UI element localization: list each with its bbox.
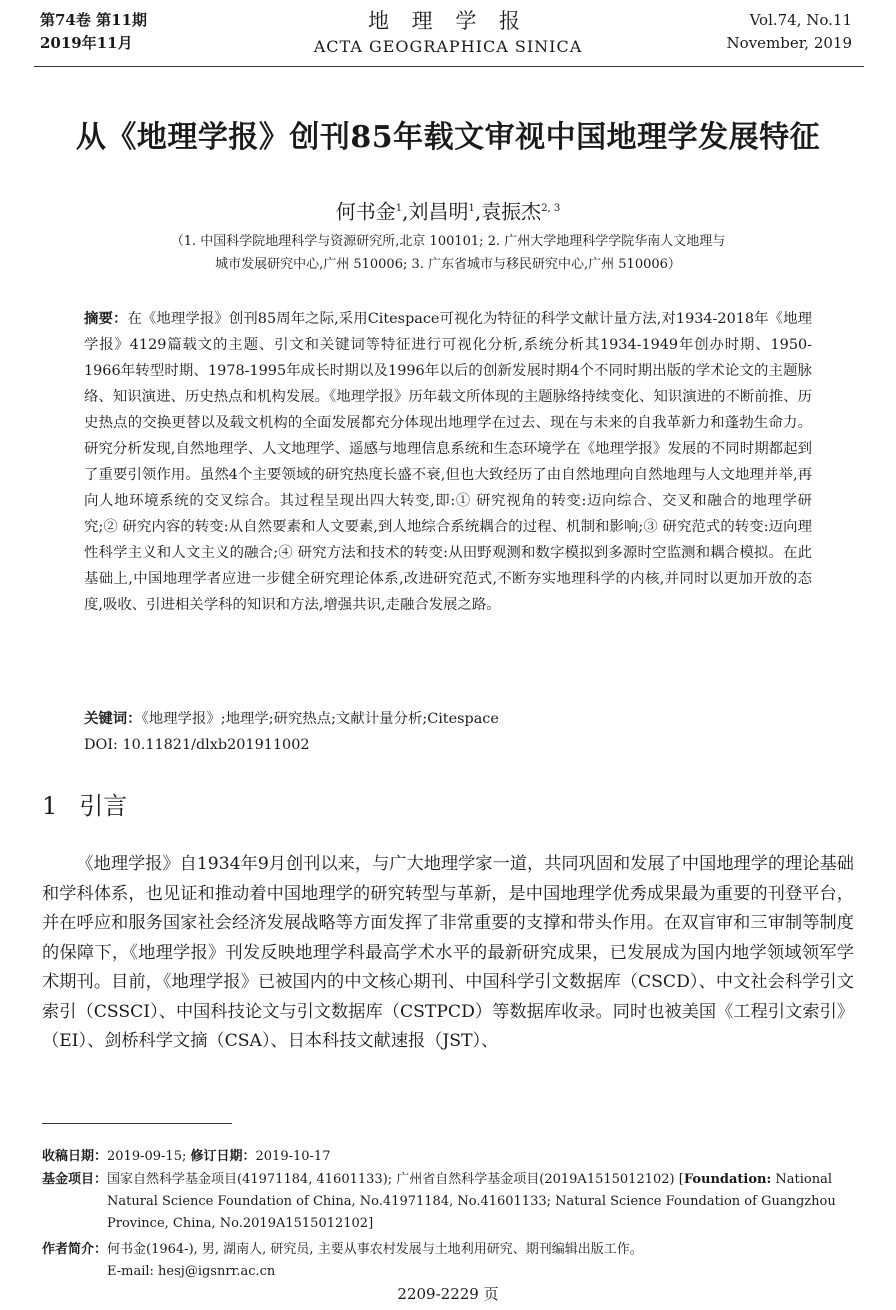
- body-paragraph: 《地理学报》自1934年9月创刊以来，与广大地理学家一道，共同巩固和发展了中国地理学的理论基础和学科体系，也见证和推动着中国地理学的研究转型与革新，是中国地理学优秀成果最为重要的刊登平台，并在呼应和服务国家社会经济发展战略等方面发挥了非常重要的支撑和带头作用。在双盲审和三审制等制度的保障下，《地理学报》刊发反映地理学科最高学术水平的最新研究成果，已发展成为国内地学领域领军学术期刊。目前，《地理学报》已被国内的中文核心期刊、中国科学引文数据库（CSCD）、中文社会科学引文索引（CSSCI）、中国科技论文与引文数据库（CSTPCD）等数据库收录。同时也被美国《工程引文索引》（EI）、剑桥科学文摘（CSA）、日本科技文献速报（JST）、: [42, 854, 854, 1051]
- affiliation-line: 城市发展研究中心,广州 510006; 3. 广东省城市与移民研究中心,广州 510006）: [215, 257, 681, 272]
- author-affil-mark: 1: [468, 203, 475, 214]
- footnote-dates: [42, 1146, 854, 1168]
- footnote-rule: [42, 1123, 232, 1124]
- author-name: 袁振杰: [481, 199, 542, 224]
- author-bio-text: 何书金(1964-), 男, 湖南人, 研究员, 主要从事农村发展与土地利用研究、期刊编辑出版工作。: [107, 1242, 643, 1257]
- header-volume-en: [727, 9, 852, 55]
- abstract: [84, 306, 812, 618]
- footnote-funding: [42, 1169, 854, 1235]
- journal-name-en: ACTA GEOGRAPHICA SINICA: [313, 37, 583, 56]
- author-email[interactable]: E-mail: hesj@igsnrr.ac.cn: [107, 1264, 276, 1279]
- header-date-zh: 2019年11月: [40, 34, 133, 52]
- keywords-label: 关键词：: [84, 710, 142, 727]
- affiliations: [0, 230, 896, 276]
- fund-content: [107, 1169, 854, 1235]
- received-date: 2019-09-15;: [107, 1149, 187, 1164]
- received-label: 收稿日期：: [42, 1149, 108, 1164]
- fund-en-label: Foundation:: [683, 1172, 772, 1187]
- fund-text: 国家自然科学基金项目(41971184, 41601133); 广州省自然科学基金项目(2019A1515012102) [: [107, 1172, 684, 1187]
- footnote-author-bio: [42, 1239, 854, 1283]
- author-name: 刘昌明: [408, 199, 469, 224]
- fund-label: 基金项目：: [42, 1172, 108, 1187]
- section-heading: [42, 788, 127, 824]
- fund-en-text: National Natural Science Foundation of China, No.41971184, No.41601133; Natural Science Foundation of Guangzhou Province, China, No.2019A1515012102]: [107, 1172, 836, 1231]
- section-number: 1: [42, 792, 58, 820]
- keywords: [84, 706, 812, 732]
- revised-date: 2019-10-17: [255, 1149, 331, 1164]
- author-bio-content: [107, 1239, 854, 1283]
- author-affil-mark: 2, 3: [541, 203, 561, 214]
- affiliation-line: （1. 中国科学院地理科学与资源研究所,北京 100101; 2. 广州大学地理科学学院华南人文地理与: [170, 234, 726, 249]
- author-bio-label: 作者简介：: [42, 1242, 108, 1257]
- header-volume-en-text: Vol.74, No.11: [749, 11, 852, 29]
- section-title: 引言: [79, 792, 128, 820]
- abstract-label: 摘要：: [84, 310, 128, 327]
- author-list: [0, 194, 896, 227]
- author-affil-mark: 1: [395, 203, 403, 214]
- article-title: 从《地理学报》创刊85年载文审视中国地理学发展特征: [75, 120, 821, 155]
- revised-label: 修订日期：: [190, 1149, 256, 1164]
- author-name: 何书金: [335, 199, 396, 224]
- page-range: 2209-2229 页: [397, 1285, 499, 1303]
- header-rule: [34, 66, 864, 67]
- abstract-text: 在《地理学报》创刊85周年之际,采用Citespace可视化为特征的科学文献计量方法,对1934-2018年《地理学报》4129篇载文的主题、引文和关键词等特征进行可视化分析,系统分析其1934-1949年创办时期、1950-1966年转型时期、1978-1995年成长时期以及1996年以后的创新发展时期4个不同时期出版的学术论文的主题脉络、知识演进、历史热点和机构发展。《地理学报》历年载文所体现的主题脉络持续变化、知识演进的不断前推、历史热点的交换更替以及载文机构的全面发展都充分体现出地理学在过去、现在与未来的自我革新力和蓬勃生命力。研究分析发现,自然地理学、人文地理学、遥感与地理信息系统和生态环境学在《地理学报》发展的不同时期都起到了重要引领作用。虽然4个主要领域的研究热度长盛不衰,但也大致经历了由自然地理向自然地理与人文地理并举,再向人地环境系统的交叉综合。其过程呈现出四大转变,即:① 研究视角的转变:迈向综合、交叉和融合的地理学研究;② 研究内容的转变:从自然要素和人文要素,到人地综合系统耦合的过程、机制和影响;③ 研究范式的转变:迈向理性科学主义和人文主义的融合;④ 研究方法和技术的转变:从田野观测和数字模拟到多源时空监测和耦合模拟。在此基础上,中国地理学者应进一步健全研究理论体系,改进研究范式,不断夯实地理科学的内核,并同时以更加开放的态度,吸收、引进相关学科的知识和方法,增强共识,走融合发展之路。: [84, 311, 812, 613]
- header-date-en: November, 2019: [726, 34, 852, 52]
- doi: DOI: 10.11821/dlxb201911002: [84, 737, 310, 753]
- header-volume-zh: 第74卷 第11期: [40, 11, 147, 29]
- author-separator: ,: [474, 199, 482, 224]
- author-separator: ,: [402, 199, 409, 224]
- keywords-text: 《地理学报》;地理学;研究热点;文献计量分析;Citespace: [141, 711, 499, 727]
- journal-name-zh: 地 理 学 报: [367, 9, 529, 33]
